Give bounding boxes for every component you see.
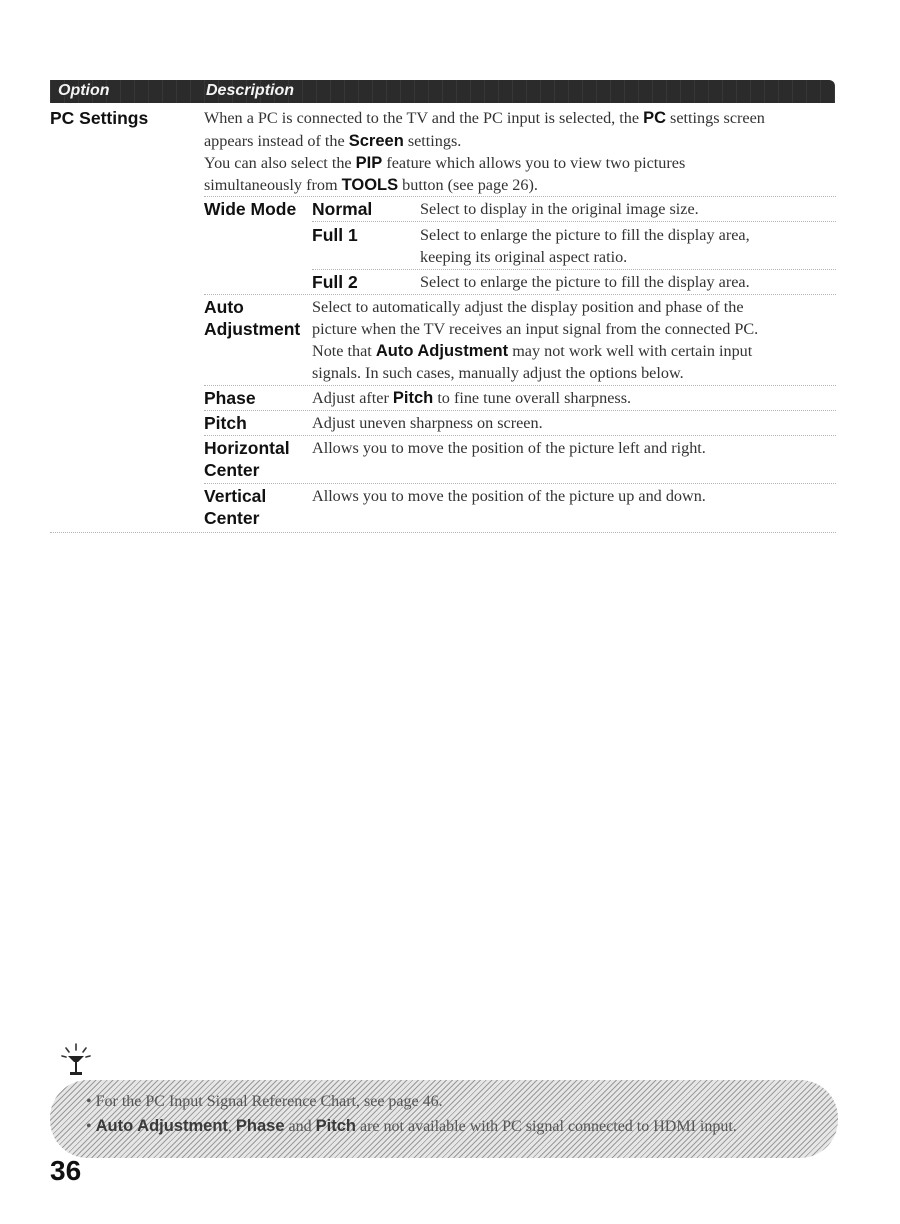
wide-mode-normal-desc: Select to display in the original image size. xyxy=(420,200,699,218)
header-description-label: Description xyxy=(206,82,295,99)
note-line-1: • For the PC Input Signal Reference Chart, see page 46. xyxy=(86,1093,443,1110)
divider xyxy=(204,196,836,197)
divider xyxy=(312,221,836,222)
auto-adjustment-desc-line-2: picture when the TV receives an input signal from the connected PC. xyxy=(312,320,759,338)
vertical-center-desc: Allows you to move the position of the picture up and down. xyxy=(312,487,706,505)
pitch-desc: Adjust uneven sharpness on screen. xyxy=(312,414,543,432)
pc-settings-desc-line-4: simultaneously from TOOLS button (see page 26). xyxy=(204,176,538,194)
auto-adjustment-desc-line-4: signals. In such cases, manually adjust the options below. xyxy=(312,364,684,382)
horizontal-center-desc: Allows you to move the position of the picture left and right. xyxy=(312,439,706,457)
divider xyxy=(204,294,836,295)
header-option-label: Option xyxy=(58,82,110,99)
vertical-center-label-line-2: Center xyxy=(204,508,260,528)
divider xyxy=(204,435,836,436)
pc-settings-desc-line-2: appears instead of the Screen settings. xyxy=(204,132,462,150)
vertical-center-label-line-1: Vertical xyxy=(204,486,267,506)
wide-mode-full1-label: Full 1 xyxy=(312,225,358,245)
tip-lamp-icon xyxy=(56,1040,96,1080)
divider xyxy=(204,385,836,386)
table-header-bar xyxy=(50,80,835,103)
wide-mode-full1-desc-line-2: keeping its original aspect ratio. xyxy=(420,248,628,266)
divider xyxy=(312,269,836,270)
pitch-label: Pitch xyxy=(204,413,247,433)
auto-adjustment-desc-line-3: Note that Auto Adjustment may not work well with certain input xyxy=(312,342,753,360)
note-line-2: • Auto Adjustment, Phase and Pitch are not available with PC signal connected to HDMI input. xyxy=(86,1117,737,1135)
wide-mode-full1-desc-line-1: Select to enlarge the picture to fill the display area, xyxy=(420,226,750,244)
divider xyxy=(204,483,836,484)
phase-label: Phase xyxy=(204,388,256,408)
wide-mode-normal-label: Normal xyxy=(312,199,373,219)
pc-settings-desc-line-3: You can also select the PIP feature which allows you to view two pictures xyxy=(204,154,686,172)
wide-mode-label: Wide Mode xyxy=(204,199,297,219)
auto-adjustment-label-line-2: Adjustment xyxy=(204,319,301,339)
horizontal-center-label-line-2: Center xyxy=(204,460,260,480)
wide-mode-full2-desc: Select to enlarge the picture to fill the display area. xyxy=(420,273,750,291)
horizontal-center-label-line-1: Horizontal xyxy=(204,438,290,458)
page-number: 36 xyxy=(50,1155,82,1186)
phase-desc: Adjust after Pitch to fine tune overall sharpness. xyxy=(312,389,632,407)
table-bottom-rule xyxy=(50,532,836,533)
auto-adjustment-desc-line-1: Select to automatically adjust the display position and phase of the xyxy=(312,298,744,316)
pc-settings-label: PC Settings xyxy=(50,108,149,128)
divider xyxy=(204,410,836,411)
pc-settings-desc-line-1: When a PC is connected to the TV and the PC input is selected, the PC settings screen xyxy=(204,109,765,127)
wide-mode-full2-label: Full 2 xyxy=(312,272,358,292)
auto-adjustment-label-line-1: Auto xyxy=(204,297,244,317)
